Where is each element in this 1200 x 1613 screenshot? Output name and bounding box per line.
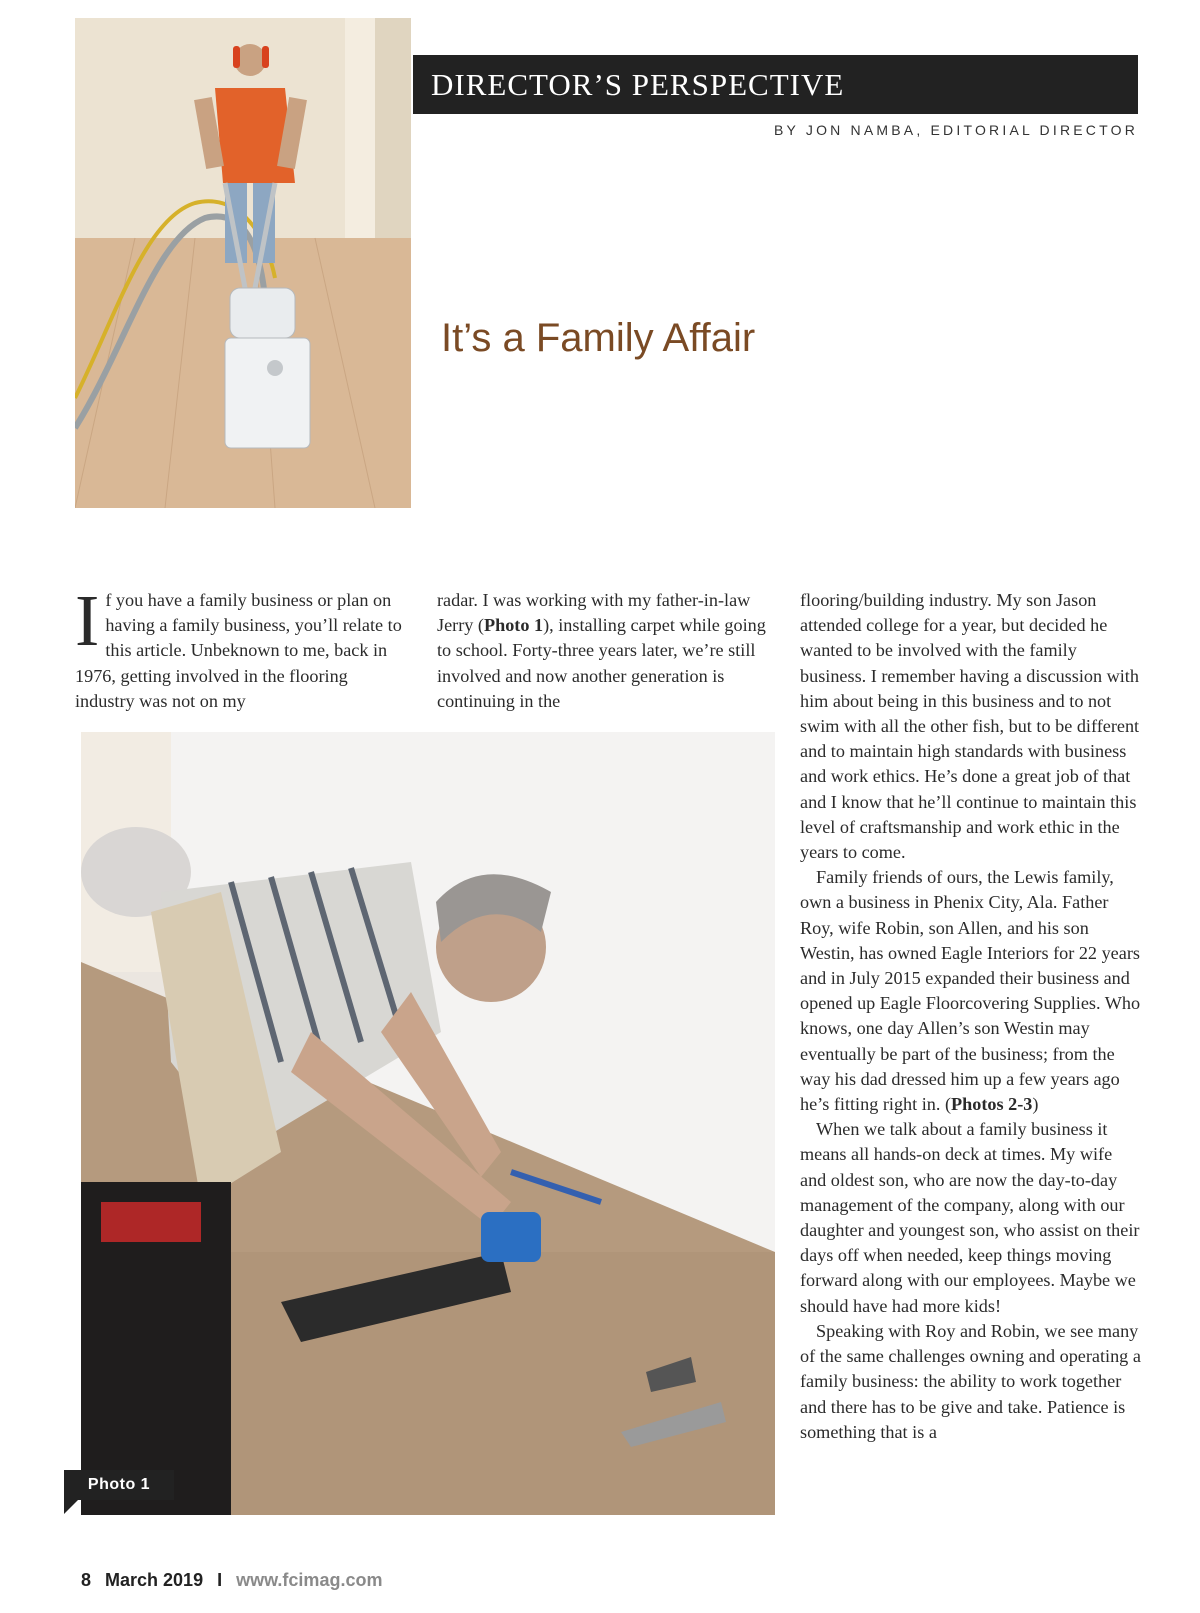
top-photo-floor-sander [75, 18, 411, 508]
footer-separator: I [217, 1570, 223, 1590]
article-headline: It’s a Family Affair [441, 316, 756, 360]
article-column-3 [800, 588, 1141, 1445]
article-column-1 [75, 580, 405, 714]
page-number: 8 [81, 1570, 92, 1590]
paragraph-text: Family friends of ours, the Lewis family, own a business in Phenix City, Ala. Father Roy, wife Robin, son Allen, and his son Westin, has owned Eagle Interiors for 22 years and in July 2015 expanded their business and opened up Eagle Floorcovering Supplies. Who knows, one day Allen’s son Westin may eventually be part of the business; from the way his dad dressed him up a few years ago he’s fitting right in. ( [800, 867, 1141, 1115]
paragraph-text: ), installing carpet while going to school. Forty-three years later, we’re still involved and now another generation is continuing in the [437, 615, 766, 711]
caption-tab-notch [64, 1500, 78, 1514]
paragraph [75, 580, 405, 714]
photo-reference: Photos 2-3 [951, 1094, 1033, 1115]
paragraph: Speaking with Roy and Robin, we see many of the same challenges owning and operating a family business: the ability to work together and there has to be give and take. Patience is something that is a [800, 1320, 1141, 1442]
paragraph: When we talk about a family business it means all hands-on deck at times. My wife and oldest son, who are now the day-to-day management of the company, along with our daughter and youngest son, who assist on their days off when needed, keep things moving forward along with our employees. Maybe we should have had more kids! [800, 1119, 1140, 1316]
paragraph-text: radar. I was working with my father-in-law Jerry ( [437, 590, 751, 636]
issue-date: March 2019 [105, 1570, 204, 1590]
page-footer [81, 1570, 382, 1591]
main-photo-carpet-install [81, 732, 775, 1515]
byline: BY JON NAMBA, EDITORIAL DIRECTOR [773, 122, 1138, 138]
paragraph: flooring/building industry. My son Jason attended college for a year, but decided he wanted to be involved with the family business. I remember having a discussion with him about being in this business and to not swim with all the other fish, but to be different and to maintain high standards with business and work ethics. He’s done a great job of that and I know that he’ll continue to maintain this level of craftsmanship and work ethic in the years to come. [800, 590, 1140, 863]
paragraph [437, 588, 770, 714]
photo-caption: Photo 1 [64, 1470, 174, 1500]
floor-sander-illustration [75, 18, 411, 508]
paragraph [800, 865, 1141, 1117]
photo-reference: Photo 1 [483, 615, 544, 636]
section-header-band [413, 55, 1138, 114]
paragraph-text: ) [1032, 1094, 1039, 1115]
section-title: DIRECTOR’S PERSPECTIVE [431, 66, 845, 102]
drop-cap: I [75, 580, 100, 661]
paragraph-text: f you have a family business or plan on having a family business, you’ll relate to this article. Unbeknown to me, back in 1976, getting involved in the flooring industry was not on my [75, 590, 402, 711]
website-link[interactable]: www.fcimag.com [236, 1570, 383, 1590]
article-column-2 [437, 588, 770, 714]
carpet-install-illustration [81, 732, 775, 1515]
